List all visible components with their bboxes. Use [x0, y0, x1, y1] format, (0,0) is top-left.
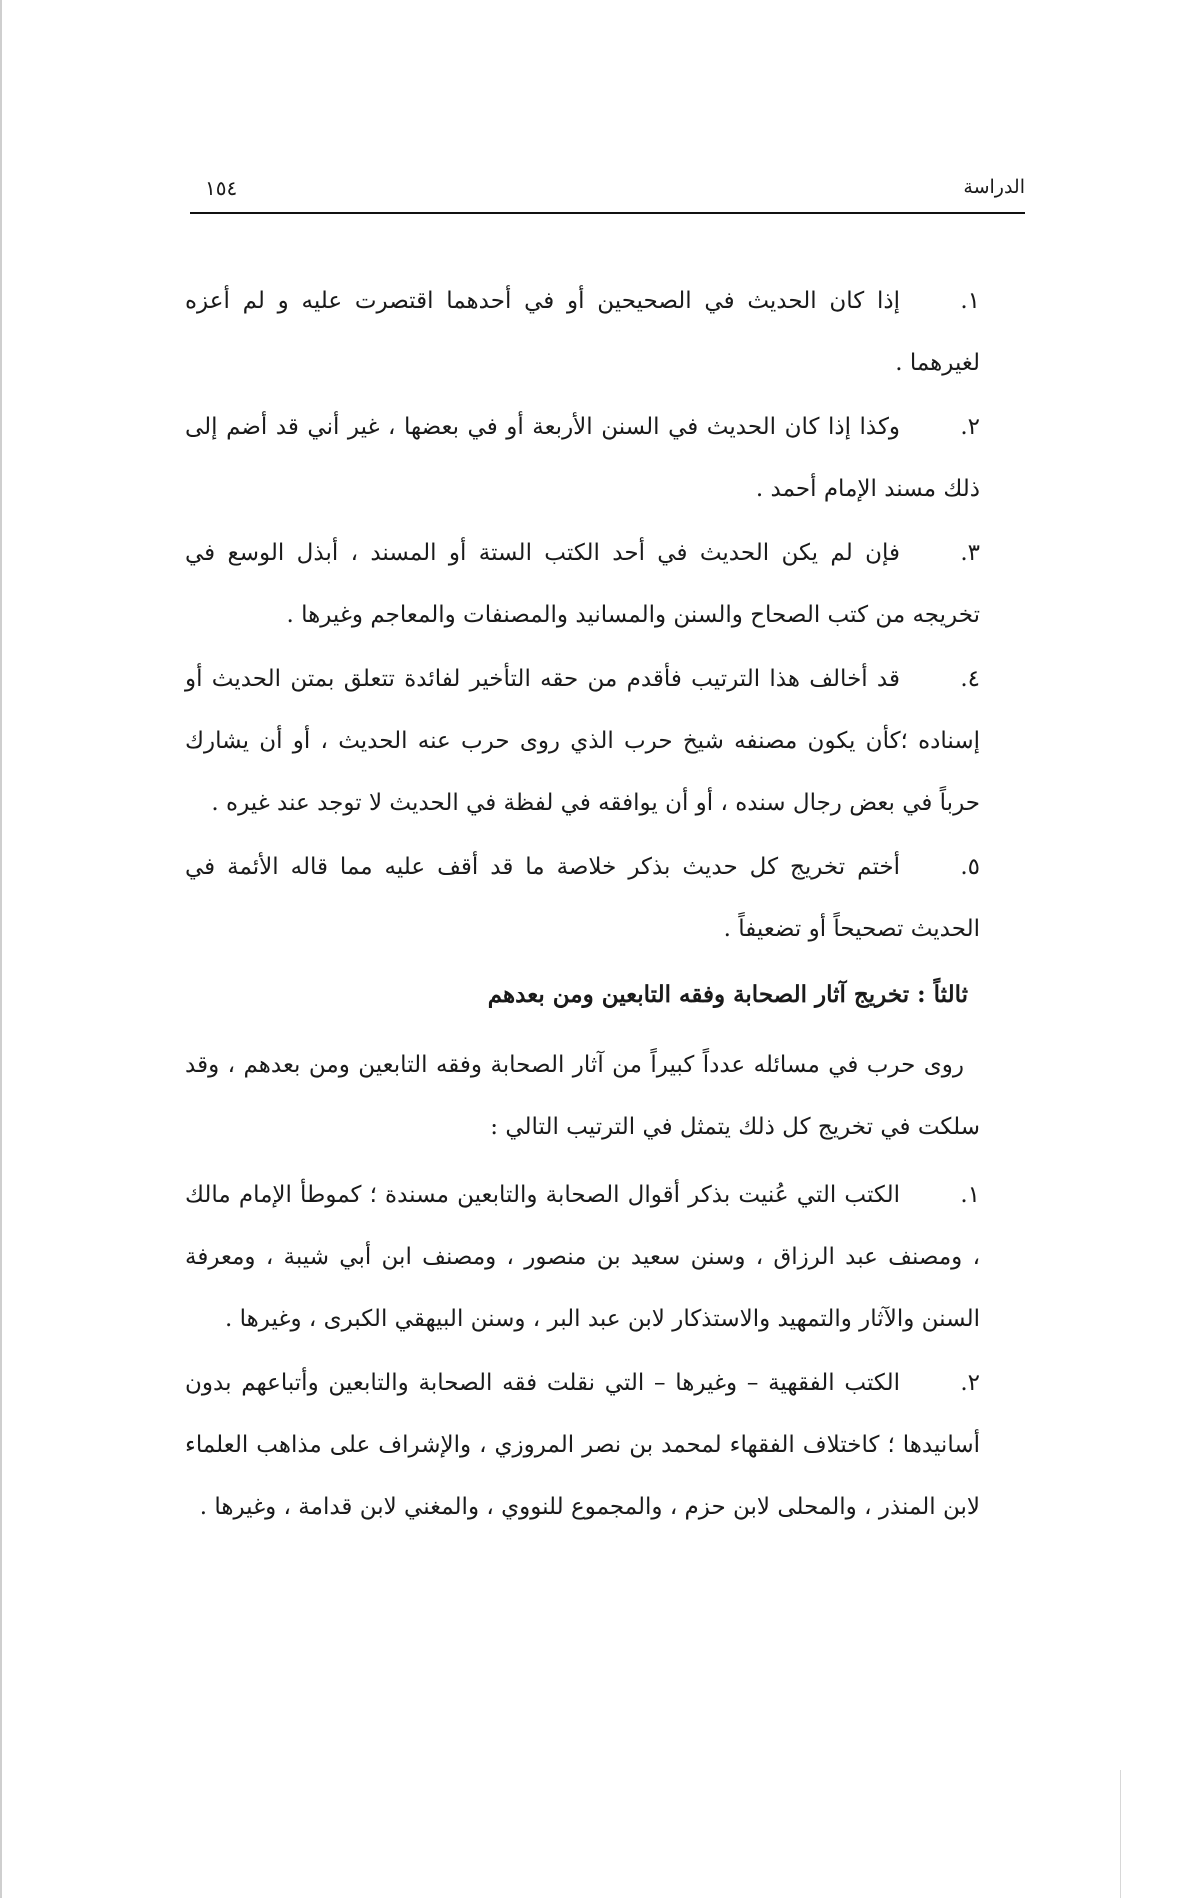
list-item: [185, 522, 980, 646]
item-text: إذا كان الحديث في الصحيحين أو في أحدهما اقتصرت عليه و لم أعزه لغيرهما .: [185, 288, 980, 376]
list-item: [185, 1164, 980, 1350]
item-number: ٤.: [960, 666, 980, 692]
page-number: ١٥٤: [205, 176, 238, 200]
scan-edge-left: [0, 0, 2, 1898]
running-header: [190, 176, 1025, 212]
item-text: وكذا إذا كان الحديث في السنن الأربعة أو في بعضها ، غير أني قد أضم إلى ذلك مسند الإمام أحمد .: [185, 414, 980, 502]
list-item: [185, 396, 980, 520]
list-item: [185, 836, 980, 960]
item-number: ١.: [960, 288, 980, 314]
item-number: ٢.: [960, 414, 980, 440]
item-text: الكتب التي عُنيت بذكر أقوال الصحابة والتابعين مسندة ؛ كموطأ الإمام مالك ، ومصنف عبد الرزاق ، وسنن سعيد بن منصور ، ومصنف ابن أبي شيبة ، ومعرفة السنن والآثار والتمهيد والاستذكار لابن عبد البر ، وسنن البيهقي الكبرى ، وغيرها .: [185, 1182, 980, 1332]
item-number: ٢.: [960, 1370, 980, 1396]
section-title: الدراسة: [963, 176, 1025, 198]
item-text: الكتب الفقهية – وغيرها – التي نقلت فقه الصحابة والتابعين وأتباعهم بدون أسانيدها ؛ كاختلاف الفقهاء لمحمد بن نصر المروزي ، والإشراف على مذاهب العلماء لابن المنذر ، والمحلى لابن حزم ، والمجموع للنووي ، والمغني لابن قدامة ، وغيرها .: [185, 1370, 980, 1520]
page-body: [185, 270, 980, 1540]
header-rule: [190, 212, 1025, 214]
item-number: ٣.: [960, 540, 980, 566]
item-text: أختم تخريج كل حديث بذكر خلاصة ما قد أقف عليه مما قاله الأئمة في الحديث تصحيحاً أو تضعيفاً .: [185, 854, 980, 942]
section-heading: ثالثاً : تخريج آثار الصحابة وفقه التابعين ومن بعدهم: [487, 981, 968, 1008]
item-number: ٥.: [960, 854, 980, 880]
item-text: قد أخالف هذا الترتيب فأقدم من حقه التأخير لفائدة تتعلق بمتن الحديث أو إسناده ؛كأن يكون مصنفه شيخ حرب الذي روى حرب عنه الحديث ، أو أن يشارك حرباً في بعض رجال سنده ، أو أن يوافقه في لفظة في الحديث لا توجد عند غيره .: [185, 666, 980, 816]
list-item: [185, 270, 980, 394]
item-number: ١.: [960, 1182, 980, 1208]
list-item: [185, 648, 980, 834]
item-text: فإن لم يكن الحديث في أحد الكتب الستة أو المسند ، أبذل الوسع في تخريجه من كتب الصحاح والسنن والمسانيد والمصنفات والمعاجم وغيرها .: [185, 540, 980, 628]
scan-edge-right: [1120, 1770, 1121, 1898]
list-item: [185, 1352, 980, 1538]
intro-paragraph: روى حرب في مسائله عدداً كبيراً من آثار الصحابة وفقه التابعين ومن بعدهم ، وقد سلكت في تخريج كل ذلك يتمثل في الترتيب التالي :: [185, 1052, 980, 1140]
